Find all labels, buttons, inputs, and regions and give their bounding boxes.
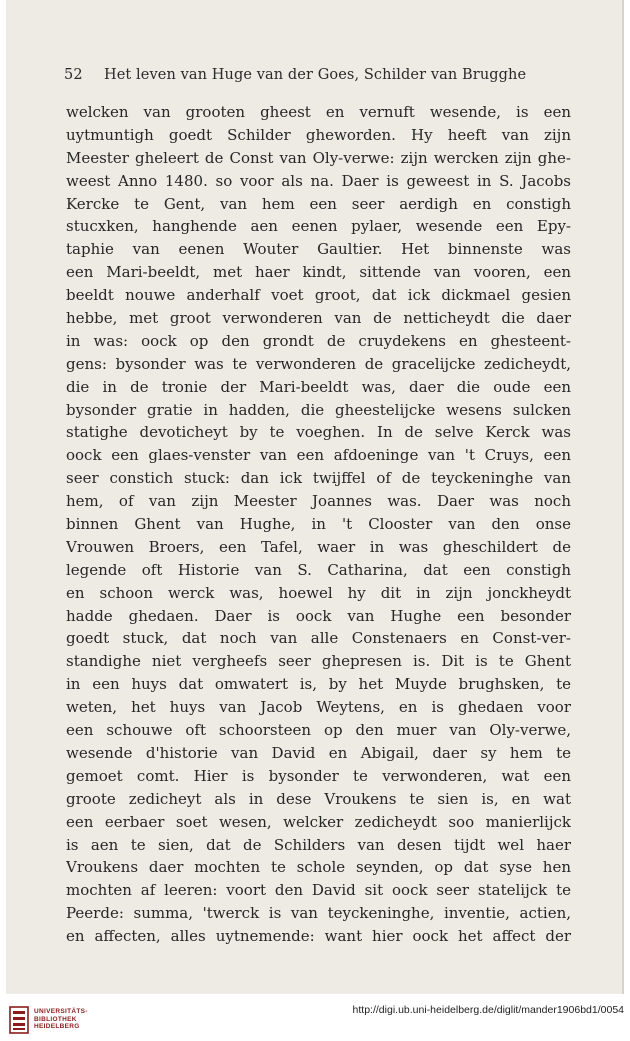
text-line: Vroukens daer mochten te schole seynden, op dat syse hen: [66, 858, 571, 877]
text-line: legende oft Historie van S. Catharina, dat een constigh: [66, 560, 571, 579]
text-line: standighe niet vergheefs seer ghepresen is. Dit is te Ghent: [66, 652, 571, 671]
library-name-line: BIBLIOTHEK: [34, 1015, 77, 1023]
source-url-link[interactable]: http://digi.ub.uni-heidelberg.de/diglit/mander1906bd1/0054: [352, 1004, 624, 1016]
text-line: Vrouwen Broers, een Tafel, waer in was gheschildert de: [66, 537, 571, 556]
text-line: een Mari-beeldt, met haer kindt, sittende van vooren, een: [66, 263, 571, 282]
text-line: en affecten, alles uytnemende: want hier oock het affect der: [66, 927, 571, 946]
text-line: hem, of van zijn Meester Joannes was. Daer was noch: [66, 492, 571, 511]
text-line: uytmuntigh goedt Schilder gheworden. Hy heeft van zijn: [66, 125, 571, 144]
text-line: taphie van eenen Wouter Gaultier. Het binnenste was: [66, 240, 571, 259]
text-line: in was: oock op den grondt de cruydekens en ghesteent-: [66, 331, 571, 350]
text-line: Kercke te Gent, van hem een seer aerdigh en constigh: [66, 194, 571, 213]
library-name-line: UNIVERSITÄTS-: [34, 1008, 88, 1015]
text-line: groote zedicheyt als in dese Vroukens te sien is, en wat: [66, 789, 571, 808]
text-line: statighe devoticheyt by te voeghen. In de selve Kerck was: [66, 423, 571, 442]
text-line: is aen te sien, dat de Schilders van desen tijdt wel haer: [66, 835, 571, 854]
text-line: binnen Ghent van Hughe, in 't Clooster van den onse: [66, 515, 571, 534]
library-logo-icon: [9, 1006, 29, 1034]
text-line: stucxken, hanghende aen eenen pylaer, wesende een Epy-: [66, 217, 571, 236]
text-line: en schoon werck was, hoewel hy dit in zijn jonckheydt: [66, 583, 571, 602]
page-number: 52: [64, 67, 83, 83]
body-text: [66, 101, 571, 948]
footer-bar: [0, 994, 630, 1041]
text-line: gemoet comt. Hier is bysonder te verwonderen, wat een: [66, 766, 571, 785]
text-line: Peerde: summa, 'twerck is van teyckeninghe, inventie, actien,: [66, 904, 571, 923]
running-title: Het leven van Huge van der Goes, Schilder van Brugghe: [104, 67, 527, 83]
text-line: mochten af leeren: voort den David sit oock seer statelijck te: [66, 881, 571, 900]
text-line: beeldt nouwe anderhalf voet groot, dat ick dickmael gesien: [66, 286, 571, 305]
library-name-line: HEIDELBERG: [34, 1023, 80, 1030]
text-line: gens: bysonder was te verwonderen de gracelijcke zedicheydt,: [66, 354, 571, 373]
text-line: Meester gheleert de Const van Oly-verwe: zijn wercken zijn ghe-: [66, 148, 571, 167]
text-line: seer constich stuck: dan ick twijffel of de teyckeninghe van: [66, 469, 571, 488]
text-line: welcken van grooten gheest en vernuft wesende, is een: [66, 103, 571, 121]
text-line: hadde ghedaen. Daer is oock van Hughe een besonder: [66, 606, 571, 625]
text-line: een eerbaer soet wesen, welcker zedicheydt soo manierlijck: [66, 812, 571, 831]
text-line: oock een glaes-venster van een afdoeninge van 't Cruys, een: [66, 446, 571, 465]
text-line: een schouwe oft schoorsteen op den muer van Oly-verwe,: [66, 721, 571, 740]
library-name: [34, 1008, 88, 1031]
text-line: die in de tronie der Mari-beeldt was, daer die oude een: [66, 377, 571, 396]
text-line: in een huys dat omwatert is, by het Muyde brughsken, te: [66, 675, 571, 694]
text-line: weest Anno 1480. so voor als na. Daer is geweest in S. Jacobs: [66, 171, 571, 190]
text-line: weten, het huys van Jacob Weytens, en is ghedaen voor: [66, 698, 571, 717]
text-line: wesende d'historie van David en Abigail, daer sy hem te: [66, 743, 571, 762]
text-line: hebbe, met groot verwonderen van de netticheydt die daer: [66, 309, 571, 328]
text-line: goedt stuck, dat noch van alle Constenaers en Const-ver-: [66, 629, 571, 648]
text-line: bysonder gratie in hadden, die gheestelijcke wesens sulcken: [66, 400, 571, 419]
running-head: [64, 67, 584, 83]
